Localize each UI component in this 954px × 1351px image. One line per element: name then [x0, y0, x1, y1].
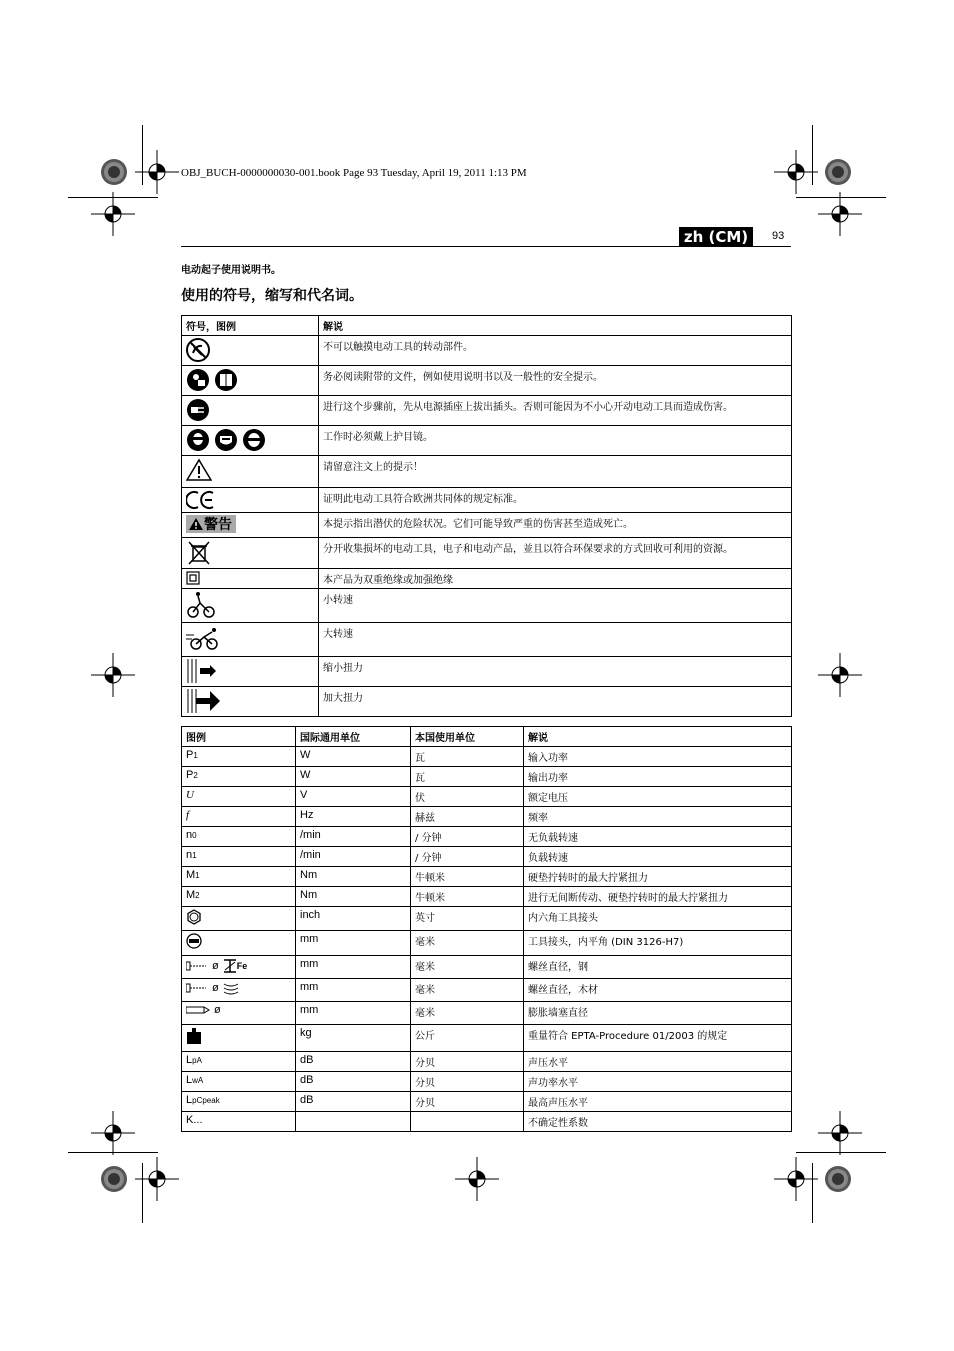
symbol-cell — [182, 456, 319, 488]
no-touch-rotating-icon — [186, 338, 210, 362]
unit-symbol: n — [186, 829, 193, 841]
unit-symbol: ø — [212, 960, 219, 972]
unit-symbol-subscript: pCpeak — [192, 1095, 220, 1105]
unit-symbol: L — [186, 1074, 193, 1086]
unit-symbol-subscript: 0 — [192, 830, 197, 840]
steel-beam-icon — [223, 958, 237, 974]
unit-row — [182, 1072, 792, 1092]
read-manual-icon — [186, 368, 210, 392]
symbol-row — [182, 336, 792, 366]
col-legend-header: 图例 — [182, 727, 296, 747]
face-shield-icon — [214, 428, 238, 452]
unit-local-cell: 瓦 — [411, 747, 524, 767]
unit-symbol: U — [186, 789, 194, 801]
unit-local-cell: / 分钟 — [411, 827, 524, 847]
unit-local-cell: 公斤 — [411, 1025, 524, 1052]
unit-symbol-subscript: 1 — [193, 750, 198, 760]
unit-desc-cell: 硬垫拧转时的最大拧紧扭力 — [524, 867, 792, 887]
symbol-cell — [182, 589, 319, 623]
unit-symbol-cell — [182, 1072, 296, 1092]
unit-row — [182, 1112, 792, 1132]
unit-si-cell: W — [296, 767, 411, 787]
symbol-desc: 加大扭力 — [319, 687, 792, 717]
unit-symbol: n — [186, 849, 193, 861]
unit-desc-cell: 膨胀墙塞直径 — [524, 1002, 792, 1025]
wood-material-icon — [223, 981, 239, 995]
wall-plug-icon — [186, 1004, 210, 1016]
unit-desc-cell: 螺丝直径，木材 — [524, 979, 792, 1002]
unit-si-cell: mm — [296, 956, 411, 979]
symbol-row — [182, 538, 792, 569]
symbol-desc: 大转速 — [319, 623, 792, 657]
col-explanation-header: 解说 — [524, 727, 792, 747]
warning-triangle-icon — [186, 458, 212, 482]
unit-row — [182, 747, 792, 767]
unit-symbol: P — [186, 749, 194, 761]
symbol-desc: 证明此电动工具符合欧洲共同体的规定标准。 — [319, 488, 792, 513]
unit-local-cell: 伏 — [411, 787, 524, 807]
unit-symbol: ø — [214, 1004, 221, 1016]
unit-symbol: L — [186, 1094, 193, 1106]
unit-symbol-subscript: 2 — [193, 770, 198, 780]
unit-desc-cell: 重量符合 EPTA-Procedure 01/2003 的规定 — [524, 1025, 792, 1052]
symbol-cell — [182, 569, 319, 589]
steel-material-icon — [223, 958, 248, 974]
unit-desc-cell: 最高声压水平 — [524, 1092, 792, 1112]
warning-label-text: 警告 — [204, 517, 232, 533]
unit-symbol: P — [186, 769, 194, 781]
unit-local-cell: 牛顿米 — [411, 867, 524, 887]
symbol-cell — [182, 687, 319, 717]
unit-si-cell: kg — [296, 1025, 411, 1052]
steel-label: Fe — [236, 961, 248, 971]
unit-symbol-cell — [182, 827, 296, 847]
section-heading: 使用的符号，缩写和代名词。 — [181, 288, 363, 304]
unit-symbol-subscript: pA — [192, 1055, 202, 1065]
symbol-desc: 不可以触摸电动工具的转动部件。 — [319, 336, 792, 366]
unit-local-cell: 毫米 — [411, 979, 524, 1002]
unit-row — [182, 867, 792, 887]
torque-high-icon — [186, 689, 222, 713]
unit-symbol-cell — [182, 1025, 296, 1052]
screw-wood-icon — [186, 982, 208, 994]
unit-desc-cell: 螺丝直径，钢 — [524, 956, 792, 979]
symbol-cell — [182, 657, 319, 687]
unit-desc-cell: 负载转速 — [524, 847, 792, 867]
unit-local-cell: 分贝 — [411, 1072, 524, 1092]
units-header-row — [182, 727, 792, 747]
symbol-row — [182, 623, 792, 657]
col-si-unit-header: 国际通用单位 — [296, 727, 411, 747]
unit-symbol: L — [186, 1054, 193, 1066]
unit-row — [182, 847, 792, 867]
unit-si-cell: dB — [296, 1072, 411, 1092]
language-badge: zh (CM) — [679, 227, 753, 247]
symbol-desc: 务必阅读附带的文件，例如使用说明书以及一般性的安全提示。 — [319, 366, 792, 396]
symbols-table — [181, 315, 792, 717]
unit-desc-cell: 内六角工具接头 — [524, 907, 792, 931]
col-symbol-header: 符号，图例 — [182, 316, 319, 336]
unit-desc-cell: 无负载转速 — [524, 827, 792, 847]
unit-symbol-cell — [182, 1052, 296, 1072]
ce-mark-icon — [186, 490, 216, 510]
screw-steel-icon — [186, 960, 208, 972]
unit-row — [182, 827, 792, 847]
symbol-cell — [182, 396, 319, 426]
torque-low-icon — [186, 659, 218, 683]
symbol-desc: 本产品为双重绝缘或加强绝缘 — [319, 569, 792, 589]
slow-bicycle-icon — [186, 591, 216, 619]
symbol-cell — [182, 513, 319, 538]
units-table — [181, 726, 792, 1132]
tool-holder-icon — [186, 933, 202, 949]
unit-symbol-cell — [182, 887, 296, 907]
unit-desc-cell: 声压水平 — [524, 1052, 792, 1072]
unit-row — [182, 956, 792, 979]
file-info-line: OBJ_BUCH-0000000030-001.book Page 93 Tuesday, April 19, 2011 1:13 PM — [181, 167, 527, 179]
unit-desc-cell: 输入功率 — [524, 747, 792, 767]
symbol-row — [182, 426, 792, 456]
unit-symbol-cell — [182, 847, 296, 867]
crossed-bin-icon — [186, 540, 212, 566]
unit-desc-cell: 输出功率 — [524, 767, 792, 787]
unit-desc-cell: 工具接头，内平角 (DIN 3126-H7) — [524, 931, 792, 956]
hex-socket-icon — [186, 909, 202, 925]
symbol-cell — [182, 538, 319, 569]
unit-desc-cell: 频率 — [524, 807, 792, 827]
unit-local-cell: 分贝 — [411, 1052, 524, 1072]
unit-symbol: ø — [212, 982, 219, 994]
unit-si-cell: inch — [296, 907, 411, 931]
fast-bicycle-icon — [186, 625, 222, 651]
unit-local-cell: 分贝 — [411, 1092, 524, 1112]
unit-local-cell: 牛顿米 — [411, 887, 524, 907]
header-rule — [181, 246, 791, 247]
warning-label-icon — [186, 515, 236, 533]
unit-si-cell: mm — [296, 979, 411, 1002]
unit-symbol-cell — [182, 907, 296, 931]
wood-grain-icon — [223, 981, 239, 995]
symbol-desc: 缩小扭力 — [319, 657, 792, 687]
unit-symbol-cell — [182, 747, 296, 767]
unit-symbol: K... — [186, 1114, 203, 1126]
unit-symbol-subscript: wA — [192, 1075, 204, 1085]
symbol-row — [182, 366, 792, 396]
symbol-cell — [182, 336, 319, 366]
goggles-icon — [186, 428, 210, 452]
unit-symbol: f — [186, 809, 190, 821]
unit-symbol: M — [186, 869, 196, 881]
symbol-row — [182, 589, 792, 623]
unit-row — [182, 767, 792, 787]
unit-symbol: M — [186, 889, 196, 901]
unit-local-cell: 毫米 — [411, 1002, 524, 1025]
unit-si-cell: /min — [296, 847, 411, 867]
unit-row — [182, 887, 792, 907]
unit-row — [182, 907, 792, 931]
symbol-cell — [182, 426, 319, 456]
unit-local-cell: 瓦 — [411, 767, 524, 787]
unit-row — [182, 931, 792, 956]
unit-symbol-cell — [182, 1002, 296, 1025]
symbol-row — [182, 488, 792, 513]
unit-symbol-cell — [182, 956, 296, 979]
unit-desc-cell: 进行无间断传动、硬垫拧转时的最大拧紧扭力 — [524, 887, 792, 907]
manual-subtitle: 电动起子使用说明书。 — [181, 265, 281, 276]
symbol-desc: 本提示指出潜伏的危险状况。它们可能导致严重的伤害甚至造成死亡。 — [319, 513, 792, 538]
unit-symbol-cell — [182, 1112, 296, 1132]
unit-local-cell: 赫兹 — [411, 807, 524, 827]
symbol-row — [182, 513, 792, 538]
col-desc-header: 解说 — [319, 316, 792, 336]
unit-symbol-subscript: 1 — [195, 870, 200, 880]
unit-si-cell: Nm — [296, 867, 411, 887]
unit-row — [182, 1052, 792, 1072]
unit-row — [182, 1092, 792, 1112]
unit-si-cell: W — [296, 747, 411, 767]
unit-symbol-cell — [182, 807, 296, 827]
unit-desc-cell: 额定电压 — [524, 787, 792, 807]
symbol-row — [182, 396, 792, 426]
unit-row — [182, 1002, 792, 1025]
page-number: 93 — [772, 230, 785, 242]
symbol-row — [182, 657, 792, 687]
unit-symbol-cell — [182, 767, 296, 787]
unit-desc-cell: 声功率水平 — [524, 1072, 792, 1092]
unit-si-cell: mm — [296, 931, 411, 956]
unit-symbol-cell — [182, 867, 296, 887]
unit-local-cell: 毫米 — [411, 956, 524, 979]
symbol-desc: 请留意注文上的提示！ — [319, 456, 792, 488]
unit-desc-cell: 不确定性系数 — [524, 1112, 792, 1132]
unit-row — [182, 787, 792, 807]
unit-symbol-subscript: 2 — [195, 890, 200, 900]
unit-symbol-cell — [182, 1092, 296, 1112]
weight-icon — [186, 1027, 202, 1045]
unit-local-cell — [411, 1112, 524, 1132]
symbol-cell — [182, 366, 319, 396]
unit-symbol-cell — [182, 931, 296, 956]
unit-row — [182, 807, 792, 827]
unplug-icon — [186, 398, 210, 422]
symbol-row — [182, 456, 792, 488]
unit-symbol-cell — [182, 787, 296, 807]
unit-si-cell: dB — [296, 1092, 411, 1112]
symbol-desc: 工作时必须戴上护目镜。 — [319, 426, 792, 456]
unit-si-cell: mm — [296, 1002, 411, 1025]
unit-symbol-cell — [182, 979, 296, 1002]
unit-local-cell: 英寸 — [411, 907, 524, 931]
double-insulation-icon — [186, 571, 200, 585]
book-icon — [214, 368, 238, 392]
unit-si-cell: /min — [296, 827, 411, 847]
unit-symbol-subscript: 1 — [192, 850, 197, 860]
unit-local-cell: / 分钟 — [411, 847, 524, 867]
unit-si-cell — [296, 1112, 411, 1132]
unit-si-cell: V — [296, 787, 411, 807]
symbol-row — [182, 687, 792, 717]
symbol-cell — [182, 488, 319, 513]
unit-si-cell: Hz — [296, 807, 411, 827]
unit-row — [182, 1025, 792, 1052]
symbols-header-row — [182, 316, 792, 336]
symbol-desc: 进行这个步骤前，先从电源插座上拔出插头。否则可能因为不小心开动电动工具而造成伤害。 — [319, 396, 792, 426]
unit-row — [182, 979, 792, 1002]
unit-si-cell: Nm — [296, 887, 411, 907]
safety-glasses-icon — [242, 428, 266, 452]
col-local-unit-header: 本国使用单位 — [411, 727, 524, 747]
symbol-cell — [182, 623, 319, 657]
unit-si-cell: dB — [296, 1052, 411, 1072]
symbol-desc: 小转速 — [319, 589, 792, 623]
symbol-row — [182, 569, 792, 589]
symbol-desc: 分开收集损坏的电动工具，电子和电动产品，並且以符合环保要求的方式回收可利用的资源。 — [319, 538, 792, 569]
unit-local-cell: 毫米 — [411, 931, 524, 956]
